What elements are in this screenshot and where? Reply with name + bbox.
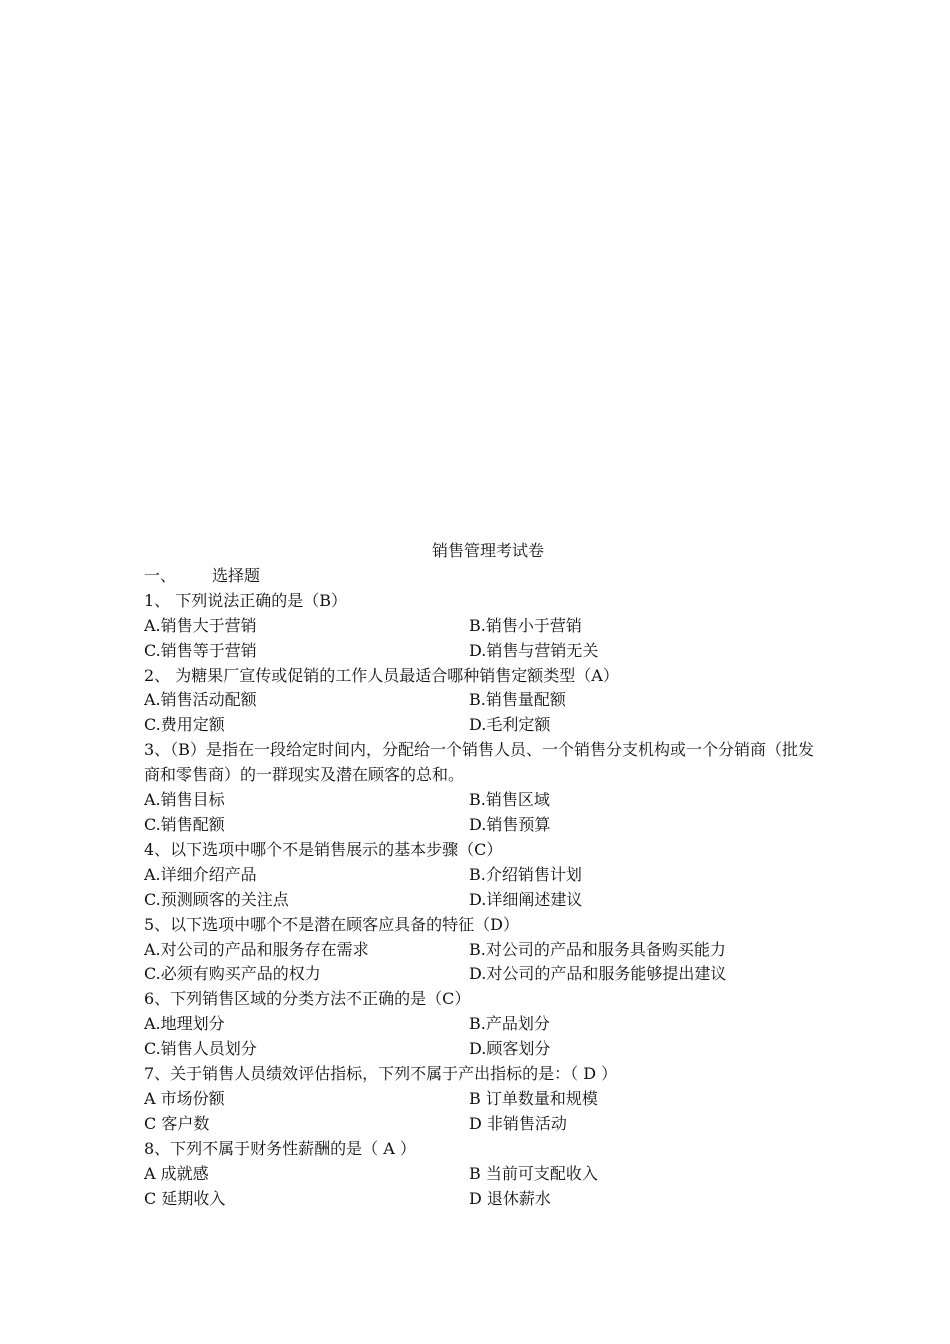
question-4 (144, 838, 824, 913)
option-d: D.销售预算 (469, 814, 551, 834)
section-number: 一、 (144, 565, 177, 585)
question-text: 6、下列销售区域的分类方法不正确的是（C） (144, 989, 471, 1009)
option-c: C.预测顾客的关注点 (144, 889, 289, 909)
option-a: A.地理划分 (144, 1014, 225, 1034)
page-title: 销售管理考试卷 (431, 541, 544, 560)
question-3 (144, 738, 824, 838)
option-row (144, 713, 824, 738)
option-row (144, 813, 824, 838)
option-row (144, 788, 824, 813)
option-row (144, 688, 824, 713)
option-b: B.销售区域 (469, 790, 550, 810)
option-b: B.介绍销售计划 (469, 864, 582, 884)
option-b: B.销售小于营销 (469, 615, 582, 635)
question-8 (144, 1137, 824, 1212)
section-heading (144, 564, 824, 589)
option-a: A.销售目标 (144, 790, 225, 810)
option-b: B 订单数量和规模 (469, 1088, 598, 1108)
option-row (144, 1037, 824, 1062)
option-d: D 非销售活动 (469, 1113, 567, 1133)
option-d: D.销售与营销无关 (469, 640, 599, 660)
question-text: 2、 为糖果厂宣传或促销的工作人员最适合哪种销售定额类型（A） (144, 665, 619, 685)
question-text: 8、下列不属于财务性薪酬的是（ A ） (144, 1138, 416, 1158)
option-c: C 延期收入 (144, 1188, 226, 1208)
option-a: A.销售活动配额 (144, 690, 257, 710)
option-b: B.对公司的产品和服务具备购买能力 (469, 939, 726, 959)
option-a: A.对公司的产品和服务存在需求 (144, 939, 369, 959)
option-c: C.必须有购买产品的权力 (144, 964, 321, 984)
option-d: D.顾客划分 (469, 1039, 551, 1059)
option-c: C.销售配额 (144, 814, 225, 834)
question-1 (144, 589, 824, 664)
option-row (144, 938, 824, 963)
option-c: C.销售等于营销 (144, 640, 257, 660)
document-body (144, 539, 824, 1211)
option-row (144, 639, 824, 664)
question-6 (144, 987, 824, 1062)
option-d: D 退休薪水 (469, 1188, 551, 1208)
option-b: B.产品划分 (469, 1014, 550, 1034)
option-d: D.毛利定额 (469, 715, 551, 735)
question-text: 3、（B）是指在一段给定时间内，分配给一个销售人员、一个销售分支机构或一个分销商（批发商和零售商）的一群现实及潜在顾客的总和。 (144, 740, 814, 785)
option-a: A 成就感 (144, 1163, 209, 1183)
option-b: B.销售量配额 (469, 690, 566, 710)
option-row (144, 863, 824, 888)
option-row (144, 614, 824, 639)
option-row (144, 962, 824, 987)
option-d: D.对公司的产品和服务能够提出建议 (469, 964, 727, 984)
option-row (144, 888, 824, 913)
option-d: D.详细阐述建议 (469, 889, 583, 909)
option-c: C 客户数 (144, 1113, 210, 1133)
question-2 (144, 664, 824, 739)
option-row (144, 1112, 824, 1137)
option-row (144, 1162, 824, 1187)
option-b: B 当前可支配收入 (469, 1163, 598, 1183)
option-row (144, 1087, 824, 1112)
option-row (144, 1187, 824, 1212)
question-text: 7、关于销售人员绩效评估指标，下列不属于产出指标的是：（ D ） (144, 1064, 618, 1084)
option-row (144, 1012, 824, 1037)
question-7 (144, 1062, 824, 1137)
option-a: A 市场份额 (144, 1088, 225, 1108)
question-5 (144, 913, 824, 988)
option-a: A.详细介绍产品 (144, 864, 257, 884)
question-text: 1、 下列说法正确的是（B） (144, 590, 348, 610)
option-c: C.费用定额 (144, 715, 225, 735)
section-label: 选择题 (212, 565, 261, 585)
question-list (144, 589, 824, 1212)
question-text: 4、以下选项中哪个不是销售展示的基本步骤（C） (144, 839, 503, 859)
question-text: 5、以下选项中哪个不是潜在顾客应具备的特征（D） (144, 914, 520, 934)
option-a: A.销售大于营销 (144, 615, 257, 635)
option-c: C.销售人员划分 (144, 1039, 257, 1059)
